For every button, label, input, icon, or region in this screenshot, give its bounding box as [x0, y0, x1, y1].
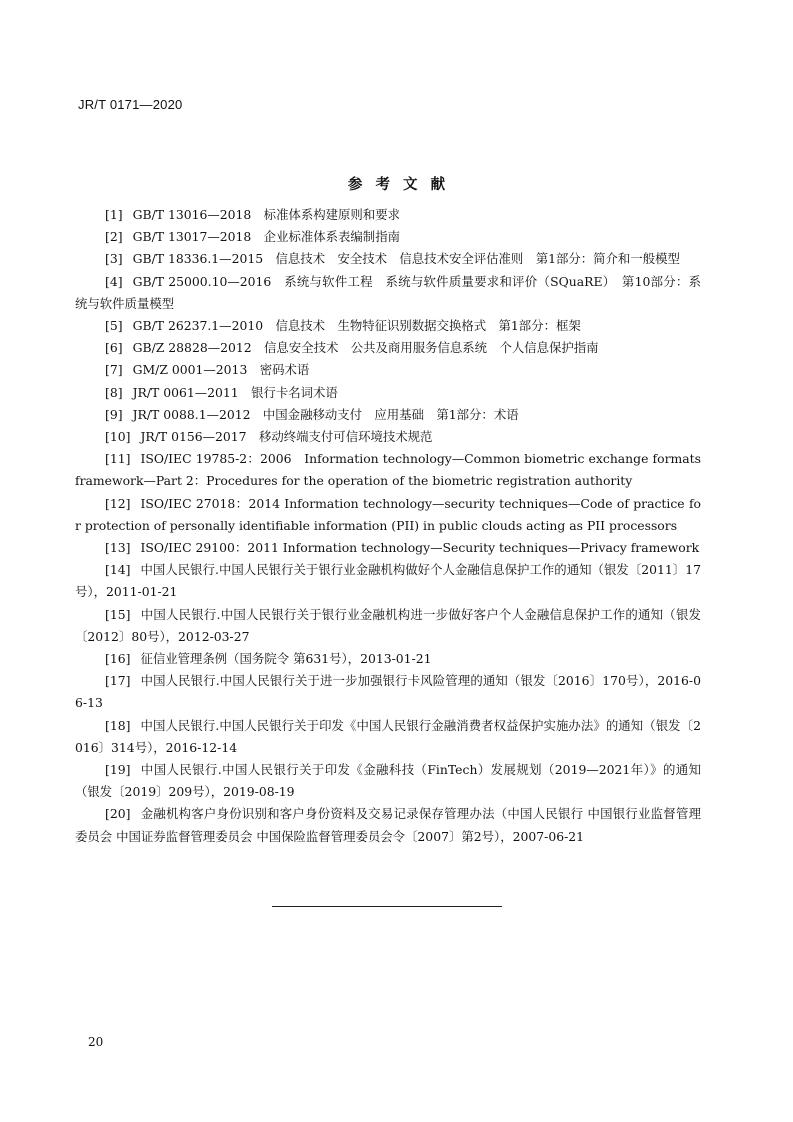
reference-text: JR/T 0088.1—2012 中国金融移动支付 应用基础 第1部分：术语 — [132, 406, 519, 422]
reference-text: 征信业管理条例（国务院令 第631号），2013-01-21 — [140, 651, 432, 667]
reference-number: [9] — [105, 406, 123, 422]
reference-item — [75, 604, 701, 648]
reference-number: [17] — [105, 673, 131, 689]
document-code: JR/T 0171—2020 — [78, 97, 183, 112]
reference-number: [14] — [105, 562, 131, 578]
reference-item — [75, 271, 701, 315]
reference-item — [75, 448, 701, 492]
reference-item — [75, 204, 701, 226]
reference-text: 中国人民银行.中国人民银行关于印发《金融科技（FinTech）发展规划（2019—2021年）》的通知（银发〔2019〕209号），2019-08-19 — [75, 762, 701, 800]
reference-item — [75, 537, 701, 559]
reference-text: GB/T 13017—2018 企业标准体系表编制指南 — [132, 229, 400, 245]
reference-number: [20] — [105, 806, 131, 822]
reference-text: GB/T 13016—2018 标准体系构建原则和要求 — [132, 207, 400, 222]
page-number: 20 — [88, 1035, 104, 1049]
reference-item — [75, 559, 701, 603]
reference-number: [1] — [105, 207, 123, 222]
reference-text: GM/Z 0001—2013 密码术语 — [132, 362, 310, 378]
reference-number: [16] — [105, 651, 131, 667]
reference-text: GB/T 26237.1—2010 信息技术 生物特征识别数据交换格式 第1部分：框架 — [132, 318, 581, 334]
reference-number: [4] — [105, 273, 123, 289]
reference-item — [75, 648, 701, 670]
reference-number: [11] — [105, 451, 131, 467]
reference-item — [75, 359, 701, 381]
reference-text: GB/Z 28828—2012 信息安全技术 公共及商用服务信息系统 个人信息保护指南 — [132, 340, 599, 356]
reference-text: 金融机构客户身份识别和客户身份资料及交易记录保存管理办法（中国人民银行 中国银行业监督管理委员会 中国证券监督管理委员会 中国保险监督管理委员会令〔2007〕第2号），2007-06-21 — [75, 806, 701, 844]
reference-number: [18] — [105, 717, 131, 733]
reference-number: [10] — [105, 429, 131, 445]
reference-number: [13] — [105, 540, 131, 556]
reference-number: [19] — [105, 762, 131, 778]
reference-item — [75, 337, 701, 359]
reference-number: [15] — [105, 606, 131, 622]
reference-text: ISO/IEC 29100：2011 Information technology—Security techniques—Privacy framework — [140, 540, 700, 556]
reference-item — [75, 803, 701, 847]
reference-item — [75, 426, 701, 448]
reference-item — [75, 670, 701, 714]
reference-number: [2] — [105, 229, 123, 245]
reference-number: [5] — [105, 318, 123, 334]
reference-item — [75, 493, 701, 537]
reference-text: 中国人民银行.中国人民银行关于银行业金融机构进一步做好客户个人金融信息保护工作的通知（银发〔2012〕80号），2012-03-27 — [75, 606, 701, 644]
reference-number: [12] — [105, 495, 131, 511]
reference-text: ISO/IEC 27018：2014 Information technology—security techniques—Code of practice for protection of personally identifiable information (PII) in public clouds acting as PII processors — [75, 495, 701, 533]
reference-text: 中国人民银行.中国人民银行关于银行业金融机构做好个人金融信息保护工作的通知（银发〔2011〕17号），2011-01-21 — [75, 562, 701, 600]
reference-item — [75, 759, 701, 803]
section-title: 参考文献 — [347, 177, 459, 193]
reference-number: [8] — [105, 384, 123, 400]
reference-number: [6] — [105, 340, 123, 356]
reference-text: ISO/IEC 19785-2：2006 Information technology—Common biometric exchange formats framework—Part 2：Procedures for the operation of the biometric registration authority — [75, 451, 701, 489]
reference-item — [75, 404, 701, 426]
reference-text: GB/T 25000.10—2016 系统与软件工程 系统与软件质量要求和评价（SQuaRE） 第10部分：系统与软件质量模型 — [75, 273, 701, 311]
reference-text: 中国人民银行.中国人民银行关于印发《中国人民银行金融消费者权益保护实施办法》的通知（银发〔2016〕314号），2016-12-14 — [75, 717, 701, 755]
reference-text: GB/T 18336.1—2015 信息技术 安全技术 信息技术安全评估准则 第1部分：简介和一般模型 — [132, 251, 680, 267]
reference-item — [75, 715, 701, 759]
reference-text: JR/T 0156—2017 移动终端支付可信环境技术规范 — [140, 429, 433, 445]
reference-item — [75, 248, 701, 270]
reference-list — [75, 204, 701, 848]
reference-item — [75, 226, 701, 248]
reference-text: 中国人民银行.中国人民银行关于进一步加强银行卡风险管理的通知（银发〔2016〕170号），2016-06-13 — [75, 673, 701, 711]
reference-number: [3] — [105, 251, 123, 267]
reference-item — [75, 315, 701, 337]
reference-item — [75, 382, 701, 404]
reference-text: JR/T 0061—2011 银行卡名词术语 — [132, 384, 338, 400]
reference-number: [7] — [105, 362, 123, 378]
end-divider — [272, 906, 502, 907]
